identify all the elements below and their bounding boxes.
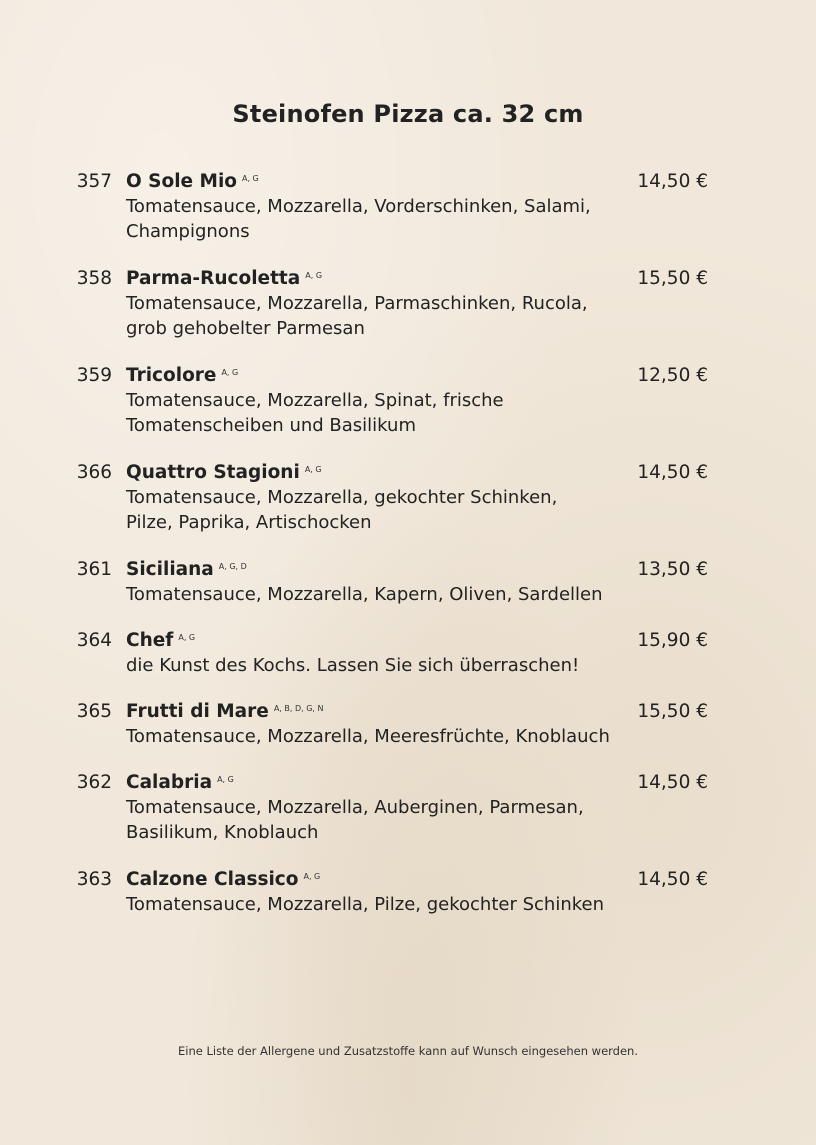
item-description [126,892,626,917]
item-price: 14,50 € [637,772,708,793]
item-description-line: Basilikum, Knoblauch [126,822,319,843]
item-description-line: grob gehobelter Parmesan [126,318,365,339]
item-number: 365 [76,701,112,722]
item-allergens: A, G [221,368,239,377]
allergen-notice: Eine Liste der Allergene und Zusatzstoffe kann auf Wunsch eingesehen werden. [177,1044,638,1058]
item-description [126,194,626,244]
item-description [126,724,626,749]
item-price: 14,50 € [637,171,708,192]
item-name: Quattro Stagioni [126,462,300,483]
item-name: Frutti di Mare [126,701,269,722]
item-allergens: A, G [242,174,259,183]
item-price: 14,50 € [637,869,708,890]
item-allergens: A, G [178,633,196,642]
item-name: Chef [126,630,174,651]
item-name: Calzone Classico [126,869,299,890]
item-description [126,485,626,535]
item-number: 357 [76,171,112,192]
item-number: 364 [76,630,112,651]
item-name: Parma-Rucoletta [126,268,301,289]
item-name: Siciliana [126,559,214,580]
item-description-line: Tomatensauce, Mozzarella, Meeresfrüchte, Knoblauch [126,726,610,747]
item-description [126,653,626,678]
item-price: 13,50 € [637,559,708,580]
page-title: Steinofen Pizza ca. 32 cm [232,100,584,128]
item-price: 15,90 € [637,630,708,651]
item-description-line: Tomatenscheiben und Basilikum [126,415,416,436]
item-number: 363 [76,869,112,890]
item-name: Tricolore [126,365,217,386]
item-price: 15,50 € [637,268,708,289]
item-description-line: Tomatensauce, Mozzarella, Vorderschinken, Salami, [126,196,591,217]
item-description [126,582,626,607]
item-description [126,795,626,845]
item-allergens: A, G, D [218,562,247,571]
item-description-line: Champignons [126,221,250,242]
item-description-line: Tomatensauce, Mozzarella, Kapern, Oliven, Sardellen [126,584,603,605]
item-price: 15,50 € [637,701,708,722]
item-allergens: A, G [305,271,323,280]
item-description-line: Pilze, Paprika, Artischocken [126,512,372,533]
item-number: 361 [76,559,112,580]
item-name: Calabria [126,772,213,793]
item-price: 12,50 € [637,365,708,386]
item-number: 358 [76,268,112,289]
item-allergens: A, G [217,775,234,784]
item-name: O Sole Mio [126,171,237,192]
item-description-line: Tomatensauce, Mozzarella, Pilze, gekochter Schinken [126,894,604,915]
item-number: 366 [76,462,112,483]
item-description-line: Tomatensauce, Mozzarella, Auberginen, Parmesan, [126,797,584,818]
item-number: 362 [76,772,112,793]
item-number: 359 [76,365,112,386]
item-description-line: Tomatensauce, Mozzarella, Spinat, frische [126,390,504,411]
item-allergens: A, G [304,465,322,474]
item-description [126,388,626,438]
item-description-line: die Kunst des Kochs. Lassen Sie sich überraschen! [126,655,580,676]
item-description-line: Tomatensauce, Mozzarella, gekochter Schinken, [126,487,558,508]
item-description [126,291,626,341]
item-allergens: A, B, D, G, N [273,704,324,713]
item-price: 14,50 € [637,462,708,483]
item-description-line: Tomatensauce, Mozzarella, Parmaschinken, Rucola, [126,293,588,314]
item-allergens: A, G [303,872,321,881]
